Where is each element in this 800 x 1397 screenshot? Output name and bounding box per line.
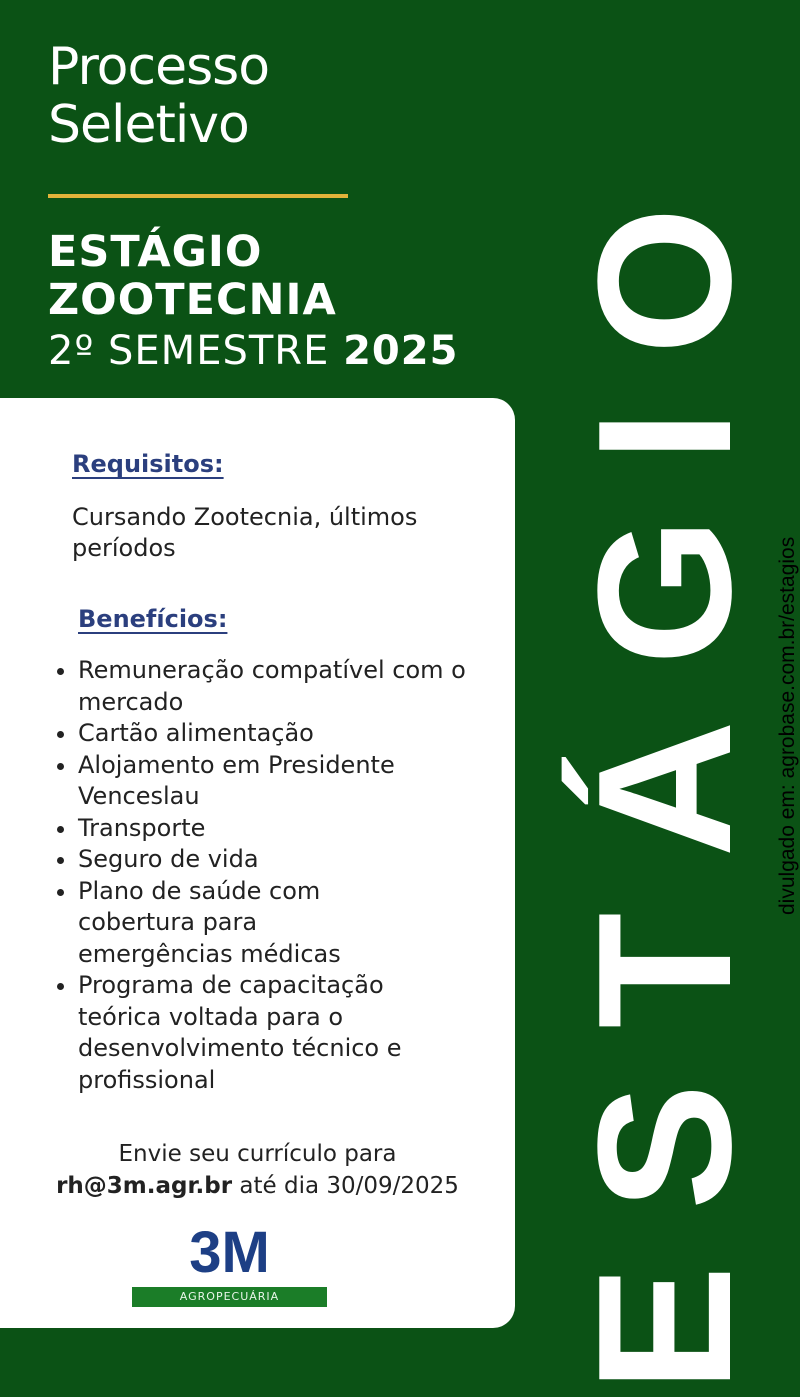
list-item: • Remuneração compatível com o mercado bbox=[78, 655, 498, 718]
requisitos-heading: Requisitos: bbox=[72, 450, 224, 478]
deadline: até dia 30/09/2025 bbox=[239, 1173, 459, 1199]
call-to-action bbox=[0, 1138, 515, 1202]
cta-line: Envie seu currículo para bbox=[118, 1141, 397, 1167]
divider bbox=[48, 194, 348, 198]
list-item: • Seguro de vida bbox=[78, 844, 498, 876]
requisitos-text: Cursando Zootecnia, últimos períodos bbox=[72, 503, 418, 562]
position-line-2: ZOOTECNIA bbox=[48, 275, 337, 325]
list-item: • Transporte bbox=[78, 813, 498, 845]
position-title bbox=[48, 228, 337, 324]
title-line-1: Processo bbox=[48, 37, 270, 97]
background-word: ESTÁGIO bbox=[559, 151, 771, 1392]
beneficios-heading: Benefícios: bbox=[78, 605, 228, 633]
watermark: divulgado em: agrobase.com.br/estagios bbox=[776, 536, 799, 915]
email-link[interactable]: rh@3m.agr.br bbox=[56, 1173, 233, 1199]
company-logo: 3M bbox=[189, 1220, 270, 1285]
logo-tagline: AGROPECUÁRIA bbox=[132, 1287, 327, 1307]
semester-label: 2º SEMESTRE bbox=[48, 328, 330, 374]
semester bbox=[48, 328, 458, 374]
list-item: • Programa de capacitação teórica voltada para o desenvolvimento técnico e profissional bbox=[78, 970, 468, 1096]
position-line-1: ESTÁGIO bbox=[48, 227, 263, 277]
list-item: • Cartão alimentação bbox=[78, 718, 498, 750]
semester-year: 2025 bbox=[343, 328, 459, 374]
title-line-2: Seletivo bbox=[48, 95, 249, 155]
list-item: • Plano de saúde com cobertura para emergências médicas bbox=[78, 876, 378, 971]
beneficios-list bbox=[50, 655, 498, 1096]
list-item: • Alojamento em Presidente Venceslau bbox=[78, 750, 498, 813]
page-title bbox=[48, 38, 269, 154]
